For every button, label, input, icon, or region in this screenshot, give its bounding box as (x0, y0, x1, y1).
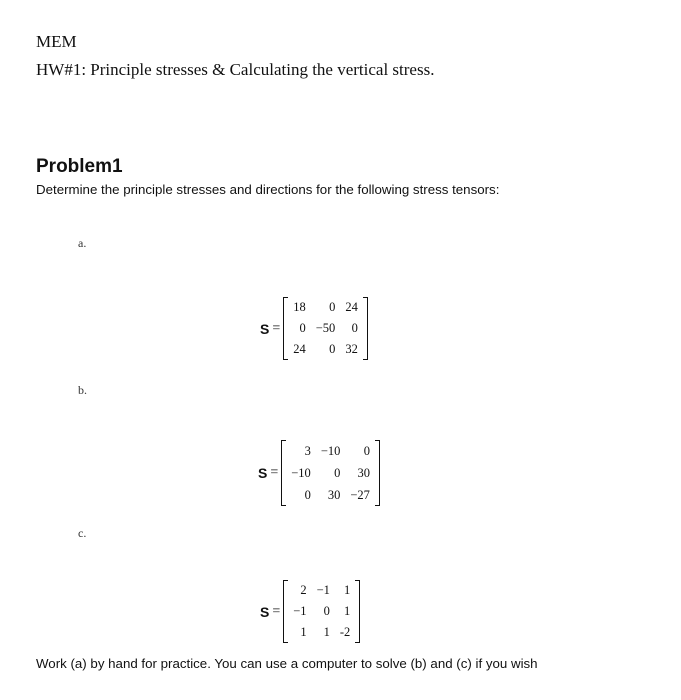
matrix-cell: 1 (344, 583, 351, 597)
matrix-row (286, 440, 375, 462)
matrix-row (288, 318, 363, 339)
matrix-cell: 0 (334, 466, 341, 480)
matrix-cell: 1 (300, 625, 307, 639)
matrix-cell: 0 (329, 300, 336, 314)
stress-tensor-c (260, 580, 360, 643)
equals-sign: = (272, 603, 281, 619)
matrix-cell: 0 (323, 604, 330, 618)
problem-title: Problem1 (36, 156, 123, 177)
matrix-c (283, 580, 360, 643)
matrix-row (288, 339, 363, 360)
matrix-cell: 32 (345, 342, 358, 356)
matrix-row (288, 601, 355, 622)
tensor-symbol: S (260, 603, 270, 620)
matrix-cell: −1 (316, 583, 330, 597)
matrix-cell: 3 (304, 444, 311, 458)
tensor-symbol: S (258, 465, 268, 481)
matrix-row (286, 462, 375, 484)
footer-note: Work (a) by hand for practice. You can use a computer to solve (b) and (c) if you wish (36, 656, 538, 671)
tensor-symbol: S (260, 320, 270, 337)
matrix-cell: 30 (327, 488, 341, 502)
part-c-label: c. (78, 526, 87, 540)
matrix-cell: 24 (345, 300, 358, 314)
matrix-cell: 24 (293, 342, 306, 356)
matrix-cell: -2 (339, 625, 351, 639)
matrix-b (281, 440, 380, 506)
matrix-cell: −50 (315, 321, 336, 335)
matrix-row (286, 484, 375, 506)
stress-tensor-b (258, 440, 380, 506)
equals-sign: = (270, 465, 279, 480)
matrix-cell: 0 (304, 488, 311, 502)
matrix-cell: −1 (293, 604, 307, 618)
matrix-cell: 30 (357, 466, 370, 480)
part-b-label: b. (78, 383, 87, 397)
homework-title: HW#1: Principle stresses & Calculating the vertical stress. (36, 60, 435, 79)
matrix-cell: −27 (350, 488, 370, 502)
equals-sign: = (272, 320, 281, 336)
matrix-cell: −10 (320, 444, 341, 458)
matrix-cell: 0 (299, 321, 306, 335)
matrix-cell: 18 (293, 300, 306, 314)
course-label: MEM (36, 32, 77, 51)
matrix-row (288, 580, 355, 601)
problem-instructions: Determine the principle stresses and directions for the following stress tensors: (36, 182, 500, 197)
matrix-a (283, 297, 368, 360)
matrix-row (288, 297, 363, 318)
matrix-cell: 0 (351, 321, 358, 335)
matrix-cell: 2 (300, 583, 307, 597)
matrix-cell: 1 (344, 604, 351, 618)
matrix-cell: 0 (329, 342, 336, 356)
part-a-label: a. (78, 236, 87, 250)
stress-tensor-a (260, 297, 368, 360)
matrix-cell: 0 (363, 444, 370, 458)
matrix-row (288, 622, 355, 643)
matrix-cell: 1 (323, 625, 330, 639)
matrix-cell: −10 (291, 466, 311, 480)
